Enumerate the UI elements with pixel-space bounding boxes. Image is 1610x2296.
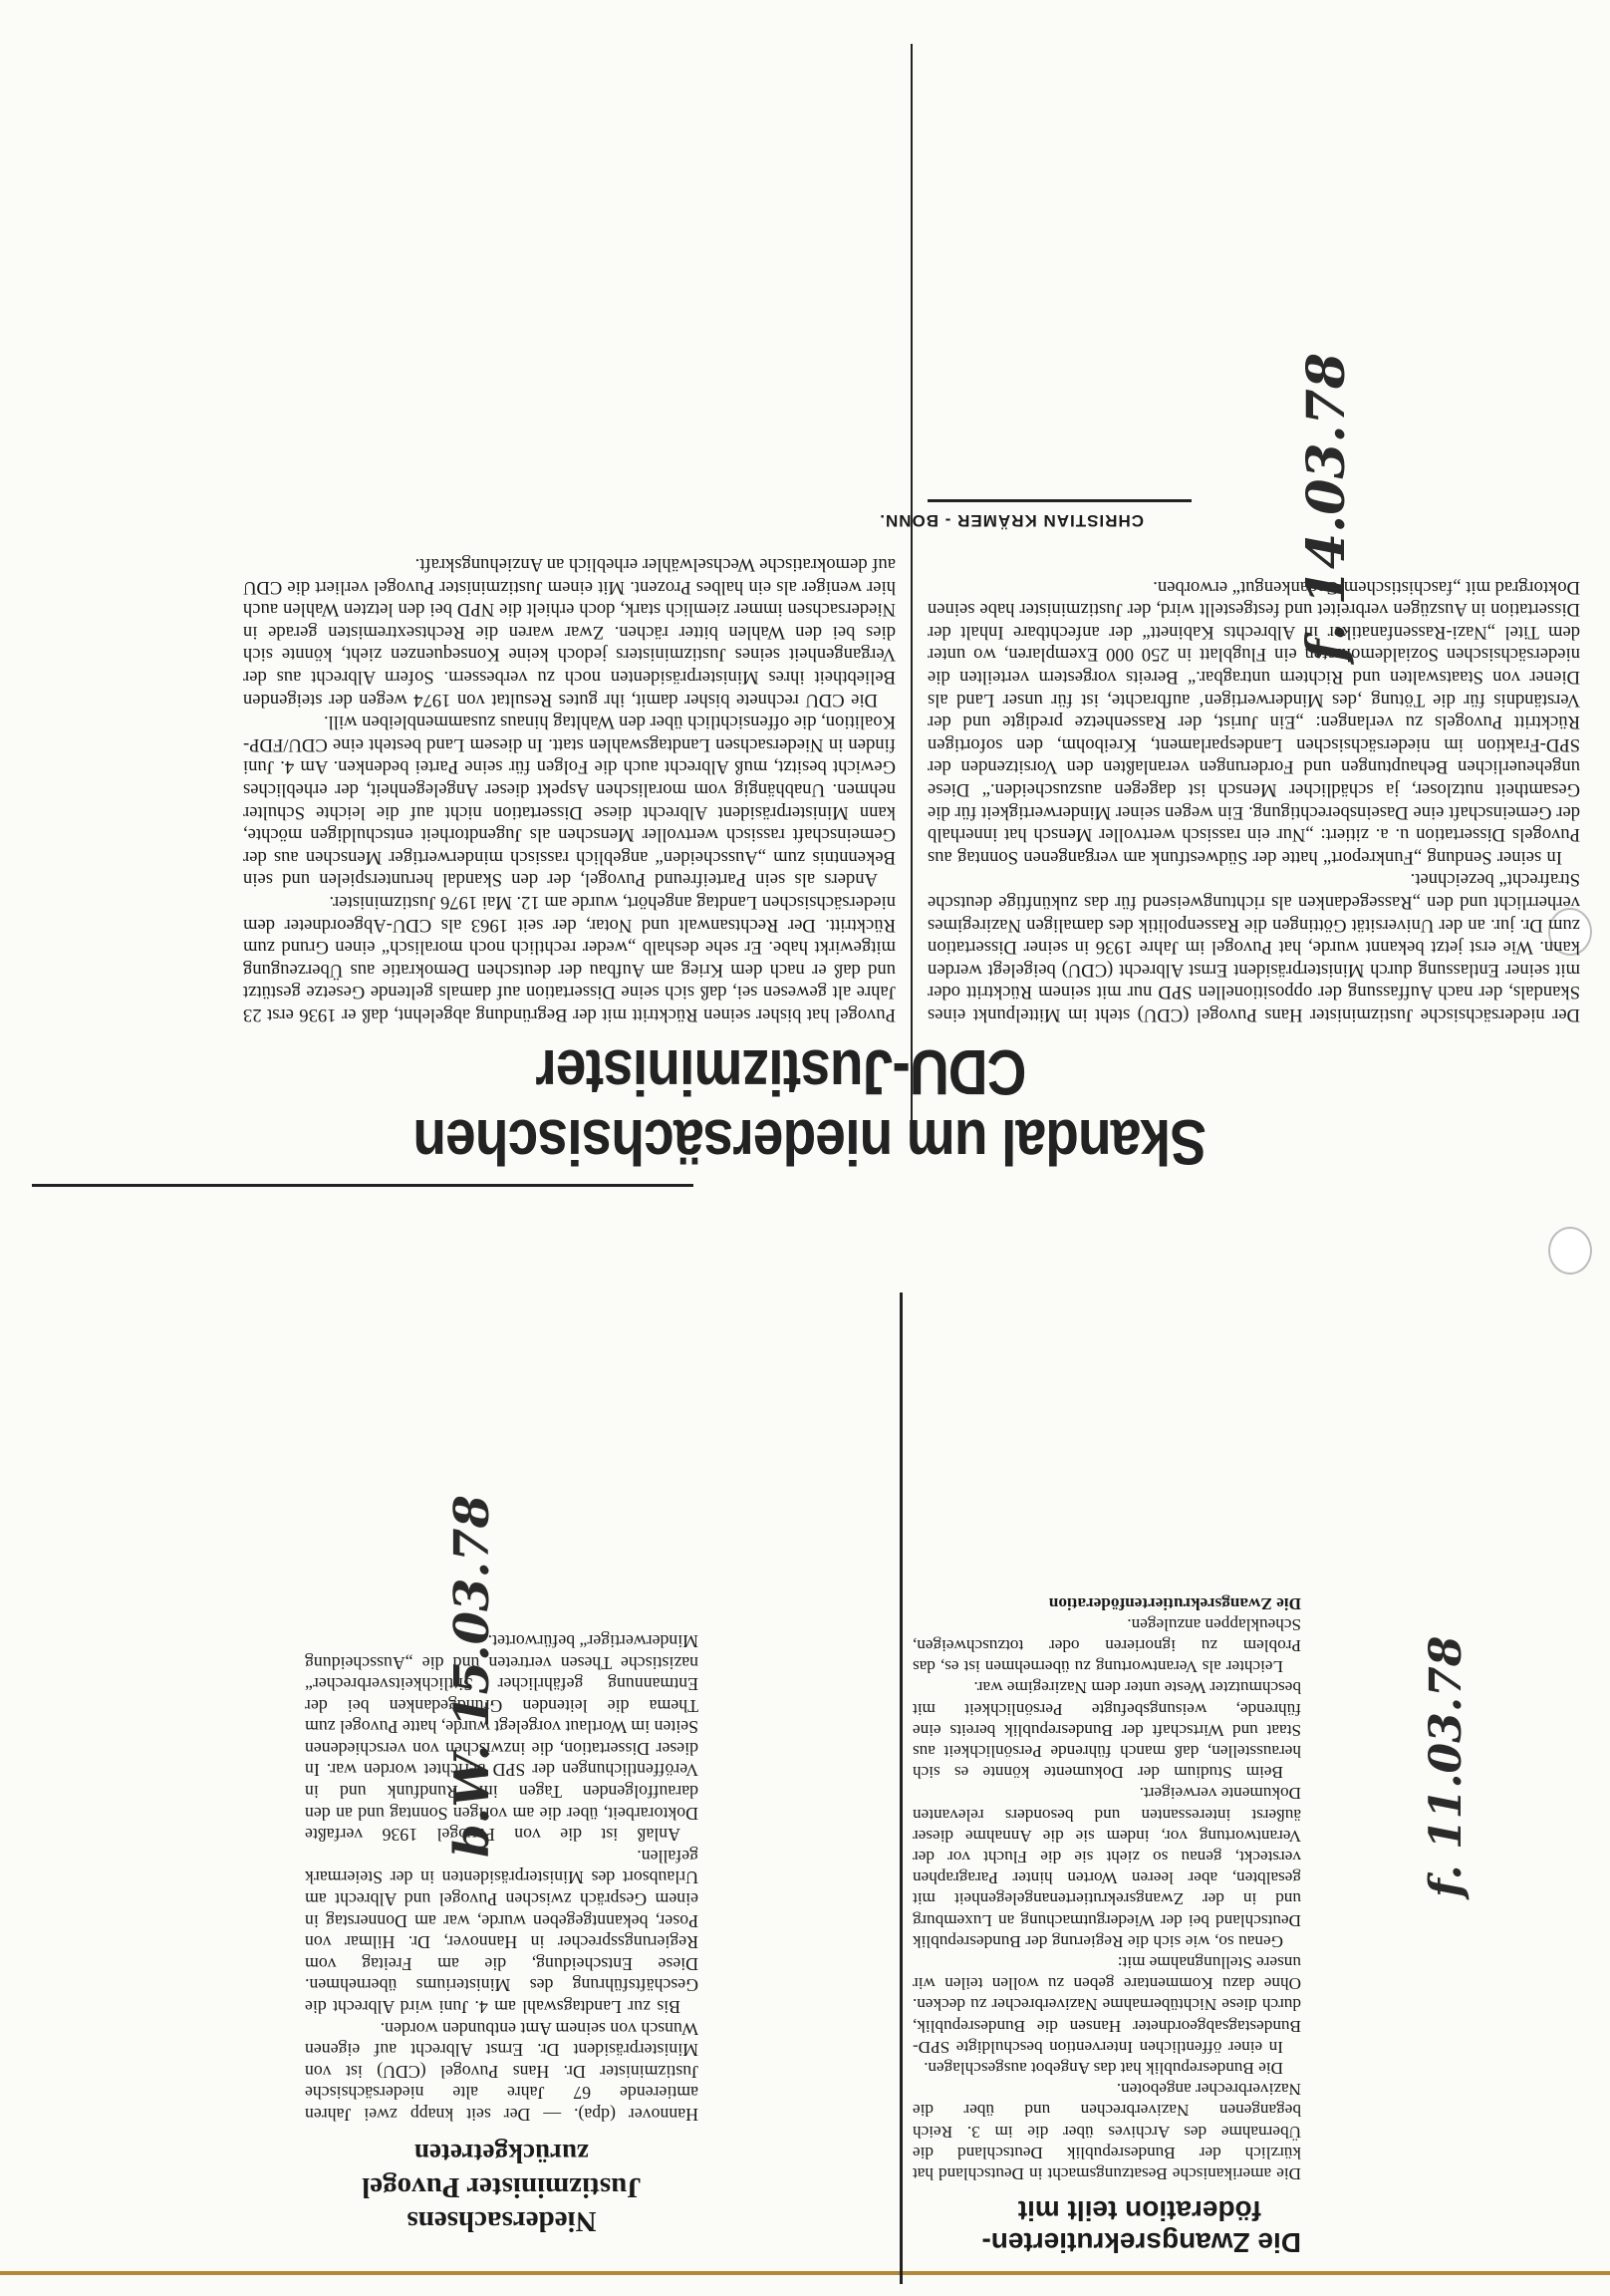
main-paragraph: Anders als sein Parteifreund Puvogel, der den Skandal herunterspielen und sein Bekenntnis zum „Ausscheiden“ angeblich rassisch minderwertiger Menschen aus der Gemeinschaft rassisch wertvoller Menschen als Jugendtorheit entschuldigen möchte, kann Ministerpräsident Albrecht diese Dissertation nicht auf die leichte Schulter nehmen. Unabhängig vom moralischen Aspekt dieser Angelegenheit, der erhebliches Gewicht besitzt, muß Albrecht auch die Folgen für seine Partei bedenken. Am 4. Juni finden in Niedersachsen Landtagswahlen statt. In diesem Land besteht eine CDU/FDP-Koalition, die offensichtlich über den Wahltag hinaus zusammenbleiben will. <box>243 712 896 891</box>
dpa-headline-line3: zurückgetreten <box>414 2139 589 2168</box>
zwangs-paragraph: Die amerikanische Besatzungsmacht in Deutschland hat kürzlich der Bundesrepublik Deutschland die Übernahme des Archives über die im 3. Reich begangenen Naziverbrechen und über die Naziverbrecher angeboten. <box>913 2080 1301 2183</box>
scanner-edge-line <box>0 2271 1610 2275</box>
main-paragraph: In seiner Sendung „Funkreport“ hatte der Südwestfunk am vergangenen Sonntag aus Puvogels Dissertation u. a. zitiert: „Nur ein rassisch wertvoller Mensch hat innerhalb der Gemeinschaft eine Daseinsberechtigung. Ein wegen seiner Minderwertigkeit für die Gesamtheit nutzloser, ja schädlicher Mensch ist dagegen auszuscheiden.“ Diese ungeheuerlichen Behauptungen und Forderungen veranlaßten den Vorsitzenden der SPD-Fraktion im niedersächsischen Landesparlament, Kreibohm, den sofortigen Rücktritt Puvogels zu verlangen: „Ein Jurist, der Rassenhetze predigte und der Verständnis für die Tötung ‚des Minderwertigen‘ aufbrachte, ist für unser Land als Diener von Staatswalten und Richtern untragbar.“ Bereits vorgestern verteilten die niedersächsischen Sozialdemokraten ein Flugblatt in 250 000 Exemplaren, wo unter dem Titel „Nazi-Rassenfanatiker in Albrechts Kabinett“ der anfechtbare Inhalt der Dissertation in Auszügen verbreitet und festgestellt wird, der Justizminister habe seinen Doktorgrad mit „faschistischem Gedankengut“ erworben. <box>928 576 1580 868</box>
byline-rule <box>928 499 1192 502</box>
dpa-headline-line2: Justizminister Puvogel <box>362 2171 642 2203</box>
zwangs-paragraph: Genau so, wie sich die Regierung der Bundesrepublik Deutschland bei der Wiedergutmachung an Luxemburg und in der Zwangsrekrutiertenangelegenheit mit gesalbten, aber leeren Worten hinter Paragraphen versteckt, genau so zieht sie die Flucht vor der Verantwortung vor, indem sie die Annahme dieser äußerst interessanten und besonders relevanten Dokumente verweigert. <box>913 1784 1301 1951</box>
main-paragraph: Der niedersächsische Justizminister Hans Puvogel (CDU) steht im Mittelpunkt eines Skandals, der nach Auffassung der oppositionellen SPD nur mit seinem Rücktritt oder mit seiner Entlassung durch Ministerpräsident Ernst Albrecht (CDU) beigelegt werden kann. Wie erst jetzt bekannt wurde, hat Puvogel im Jahre 1936 in seiner Dissertation zum Dr. jur. an der Universität Göttingen die Rassenpolitik des damaligen Naziregimes verherrlicht und den „Rassegedanken als richtungweisend für das zukünftige deutsche Strafrecht“ bezeichnet. <box>928 869 1580 1025</box>
column-rule-vertical <box>911 44 913 1125</box>
handwritten-date-main: f. 14.03.78 <box>1296 352 1357 662</box>
dpa-headline-line1: Niedersachsens <box>406 2205 597 2237</box>
zwangs-headline-line2: föderation teilt mit <box>1017 2195 1261 2226</box>
main-headline-line1: Skandal um niedersächsischen <box>413 1106 1207 1178</box>
zwangs-paragraph: Die Bundesrepublik hat das Angebot ausgeschlagen. <box>924 2058 1283 2078</box>
zwangs-rule <box>900 1292 903 2284</box>
main-paragraph: Die CDU rechnete bisher damit, ihr gutes Resultat von 1974 wegen der steigenden Beliebtheit ihres Ministerpräsidenten noch zu verbessern. Sofern Albrecht aus der Vergangenheit seines Justizministers jedoch keine Konsequenzen zieht, könnte sich dies bei den Wahlen bitter rächen. Zwar waren die Rechtsextremisten gerade in Niedersachsen immer ziemlich stark, doch erhielt die NPD bei den letzten Wahlen auch hier weniger als ein halbes Prozent. Mit einem Justizminister Puvogel verliert die CDU auf demokratische Wechselwähler erheblich an Anziehungskraft. <box>243 554 896 711</box>
article-top-rule <box>32 1184 693 1187</box>
main-column-right <box>243 553 896 1025</box>
main-paragraph: Puvogel hat bisher seinen Rücktritt mit der Begründung abgelehnt, daß er 1936 erst 23 Jahre alt gewesen sei, daß sich seine Dissertation auf damals geltende Gesetze gestützt und daß er nach dem Krieg am Aufbau der deutschen Demokratie aus Überzeugung mitgewirkt habe. Er sehe deshalb „weder rechtlich noch moralisch“ einen Grund zum Rücktritt. Der Rechtsanwalt und Notar, der seit 1963 als CDU-Abgeordneter dem niedersächsischen Landtag angehört, wurde am 12. Mai 1976 Justizminister. <box>243 892 896 1025</box>
main-column-left <box>928 575 1580 1025</box>
byline: CHRISTIAN KRÄMER - BONN. <box>879 511 1144 530</box>
dpa-headline <box>305 2137 698 2238</box>
dpa-column <box>305 1629 698 2125</box>
main-headline-line2: CDU-Justizminister <box>536 1036 1027 1108</box>
zwangs-paragraph: Leichter als Verantwortung zu übernehmen ist es, das Problem zu ignorieren oder totzuschweigen, Scheuklappen anzulegen. <box>913 1614 1301 1677</box>
punch-hole-lower <box>1548 1227 1592 1275</box>
zwangs-paragraph: Beim Studium der Dokumente könnte es sich herausstellen, daß manch führende Persönlichkeit aus Staat und Wirtschaft der Bundesrepublik bereits eine führende, weisungsbefugte Persönlichkeit mit beschmutzter Weste unter dem Naziregime war. <box>913 1678 1301 1783</box>
zwangs-headline <box>913 2194 1301 2258</box>
zwangs-paragraph: In einer öffentlichen Intervention beschuldigte SPD-Bundestagsabgeordneter Hansen die Bundesrepublik, durch diese Nichtübernahme Naziverbrecher zu decken. Ohne dazu Kommentare geben zu wollen teilen wir unsere Stellungnahme mit: <box>913 1952 1301 2057</box>
handwritten-date-zwangs: f. 11.03.78 <box>1421 1635 1472 1897</box>
zwangs-signature: Die Zwangsrekrutiertenföderation <box>1048 1593 1301 1613</box>
zwangs-column <box>913 1592 1301 2184</box>
dpa-paragraph: Anlaß ist die von Puvogel 1936 verfaßte Doktorarbeit, über die am vorigen Sonntag und an den darauffolgenden Tagen im Rundfunk und in Veröffentlichungen der SPD berichtet worden war. In dieser Dissertation, die inzwischen von verschiedenen Seiten im Wortlaut vorgelegt wurde, hatte Puvogel zum Thema die leitenden Grundgedanken bei der Entmannung gefährlicher Sittlichkeitsverbrecher“ nazistische Thesen vertreten und die „Ausscheidung Minderwertiger“ befürwortet. <box>305 1630 698 1846</box>
zwangs-headline-line1: Die Zwangsrekrutierten- <box>981 2227 1301 2258</box>
dpa-paragraph: Bis zur Landtagswahl am 4. Juni wird Albrecht die Geschäftsführung des Ministeriums übernehmen. Diese Entscheidung, die am Freitag vom Regierungssprecher in Hannover, Dr. Hilmar von Poser, bekanntgegeben wurde, war am Donnerstag in einem Gespräch zwischen Puvogel und Albrecht am Urlaubsort des Ministerpräsidenten in der Steiermark gefallen. <box>305 1846 698 2018</box>
dpa-paragraph: Hannover (dpa). — Der seit knapp zwei Jahren amtierende 67 Jahre alte niedersächsische Justizminister Dr. Hans Puvogel (CDU) ist von Ministerpräsident Dr. Ernst Albrecht auf eigenen Wunsch von seinem Amt entbunden worden. <box>305 2018 698 2125</box>
main-headline <box>350 1037 1207 1177</box>
handwritten-date-dpa: b.W. 15.03.78 <box>444 1495 500 1858</box>
